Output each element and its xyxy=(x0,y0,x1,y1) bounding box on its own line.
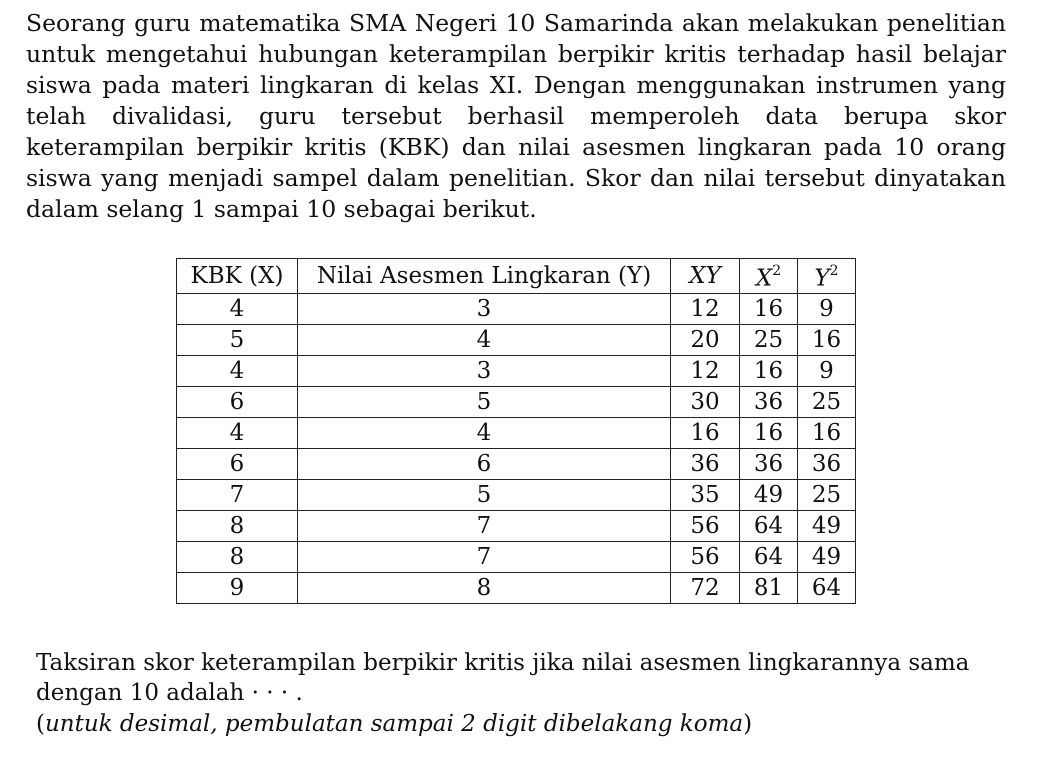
header-xy: XY xyxy=(671,259,740,294)
table-row xyxy=(177,448,856,479)
table-row xyxy=(177,386,856,417)
cell-xy: 30 xyxy=(671,386,740,417)
table-row xyxy=(177,510,856,541)
table-row xyxy=(177,479,856,510)
header-x-squared xyxy=(740,259,798,294)
table-row xyxy=(177,417,856,448)
table-row xyxy=(177,293,856,324)
cell-xy: 56 xyxy=(671,541,740,572)
cell-x-squared: 16 xyxy=(740,355,798,386)
cell-xy: 12 xyxy=(671,293,740,324)
cell-kbk: 7 xyxy=(177,479,298,510)
cell-y-squared: 16 xyxy=(798,324,856,355)
cell-y-squared: 49 xyxy=(798,541,856,572)
table-row xyxy=(177,572,856,603)
cell-y-squared: 36 xyxy=(798,448,856,479)
cell-x-squared: 16 xyxy=(740,293,798,324)
table-row xyxy=(177,541,856,572)
cell-xy: 72 xyxy=(671,572,740,603)
table-header-row xyxy=(177,259,856,294)
cell-x-squared: 81 xyxy=(740,572,798,603)
note-open-paren: ( xyxy=(36,711,45,737)
cell-kbk: 8 xyxy=(177,541,298,572)
cell-x-squared: 64 xyxy=(740,510,798,541)
cell-x-squared: 36 xyxy=(740,448,798,479)
header-kbk: KBK (X) xyxy=(177,259,298,294)
cell-xy: 35 xyxy=(671,479,740,510)
cell-nilai-asesmen: 3 xyxy=(298,293,671,324)
note-italic-text: untuk desimal, pembulatan sampai 2 digit dibelakang koma xyxy=(44,711,744,737)
cell-x-squared: 25 xyxy=(740,324,798,355)
cell-kbk: 4 xyxy=(177,293,298,324)
cell-x-squared: 64 xyxy=(740,541,798,572)
cell-y-squared: 49 xyxy=(798,510,856,541)
cell-y-squared: 25 xyxy=(798,479,856,510)
cell-x-squared: 36 xyxy=(740,386,798,417)
cell-kbk: 5 xyxy=(177,324,298,355)
cell-y-squared: 64 xyxy=(798,572,856,603)
cell-nilai-asesmen: 5 xyxy=(298,386,671,417)
header-y-squared-exp: 2 xyxy=(829,263,839,279)
cell-xy: 56 xyxy=(671,510,740,541)
cell-kbk: 4 xyxy=(177,417,298,448)
cell-nilai-asesmen: 4 xyxy=(298,417,671,448)
cell-kbk: 9 xyxy=(177,572,298,603)
table-row xyxy=(177,324,856,355)
cell-nilai-asesmen: 4 xyxy=(298,324,671,355)
header-x-squared-base: X xyxy=(755,265,773,292)
header-y-squared-base: Y xyxy=(814,265,830,292)
table-body xyxy=(177,293,856,603)
question-text: Taksiran skor keterampilan berpikir kritis jika nilai asesmen lingkarannya sama dengan 10 adalah · · · . xyxy=(36,650,970,706)
cell-kbk: 6 xyxy=(177,386,298,417)
cell-nilai-asesmen: 8 xyxy=(298,572,671,603)
rounding-note xyxy=(36,709,752,739)
cell-y-squared: 16 xyxy=(798,417,856,448)
cell-nilai-asesmen: 6 xyxy=(298,448,671,479)
data-table xyxy=(176,258,856,604)
cell-y-squared: 9 xyxy=(798,293,856,324)
cell-x-squared: 16 xyxy=(740,417,798,448)
cell-xy: 12 xyxy=(671,355,740,386)
cell-nilai-asesmen: 7 xyxy=(298,510,671,541)
cell-y-squared: 9 xyxy=(798,355,856,386)
header-x-squared-exp: 2 xyxy=(772,263,782,279)
cell-kbk: 8 xyxy=(177,510,298,541)
header-nilai-asesmen: Nilai Asesmen Lingkaran (Y) xyxy=(298,259,671,294)
cell-kbk: 6 xyxy=(177,448,298,479)
cell-nilai-asesmen: 7 xyxy=(298,541,671,572)
intro-paragraph: Seorang guru matematika SMA Negeri 10 Samarinda akan melakukan penelitian untuk mengetahui hubungan keterampilan berpikir kritis terhadap hasil belajar siswa pada materi lingkaran di kelas XI. Dengan menggunakan instrumen yang telah divalidasi, guru tersebut berhasil memperoleh data berupa skor keterampilan berpikir kritis (KBK) dan nilai asesmen lingkaran pada 10 orang siswa yang menjadi sampel dalam penelitian. Skor dan nilai tersebut dinyatakan dalam selang 1 sampai 10 sebagai berikut. xyxy=(26,9,1006,223)
cell-x-squared: 49 xyxy=(740,479,798,510)
table-row xyxy=(177,355,856,386)
cell-xy: 16 xyxy=(671,417,740,448)
cell-kbk: 4 xyxy=(177,355,298,386)
cell-nilai-asesmen: 5 xyxy=(298,479,671,510)
cell-y-squared: 25 xyxy=(798,386,856,417)
cell-nilai-asesmen: 3 xyxy=(298,355,671,386)
cell-xy: 36 xyxy=(671,448,740,479)
cell-xy: 20 xyxy=(671,324,740,355)
note-close-paren: ) xyxy=(743,711,753,737)
header-y-squared xyxy=(798,259,856,294)
